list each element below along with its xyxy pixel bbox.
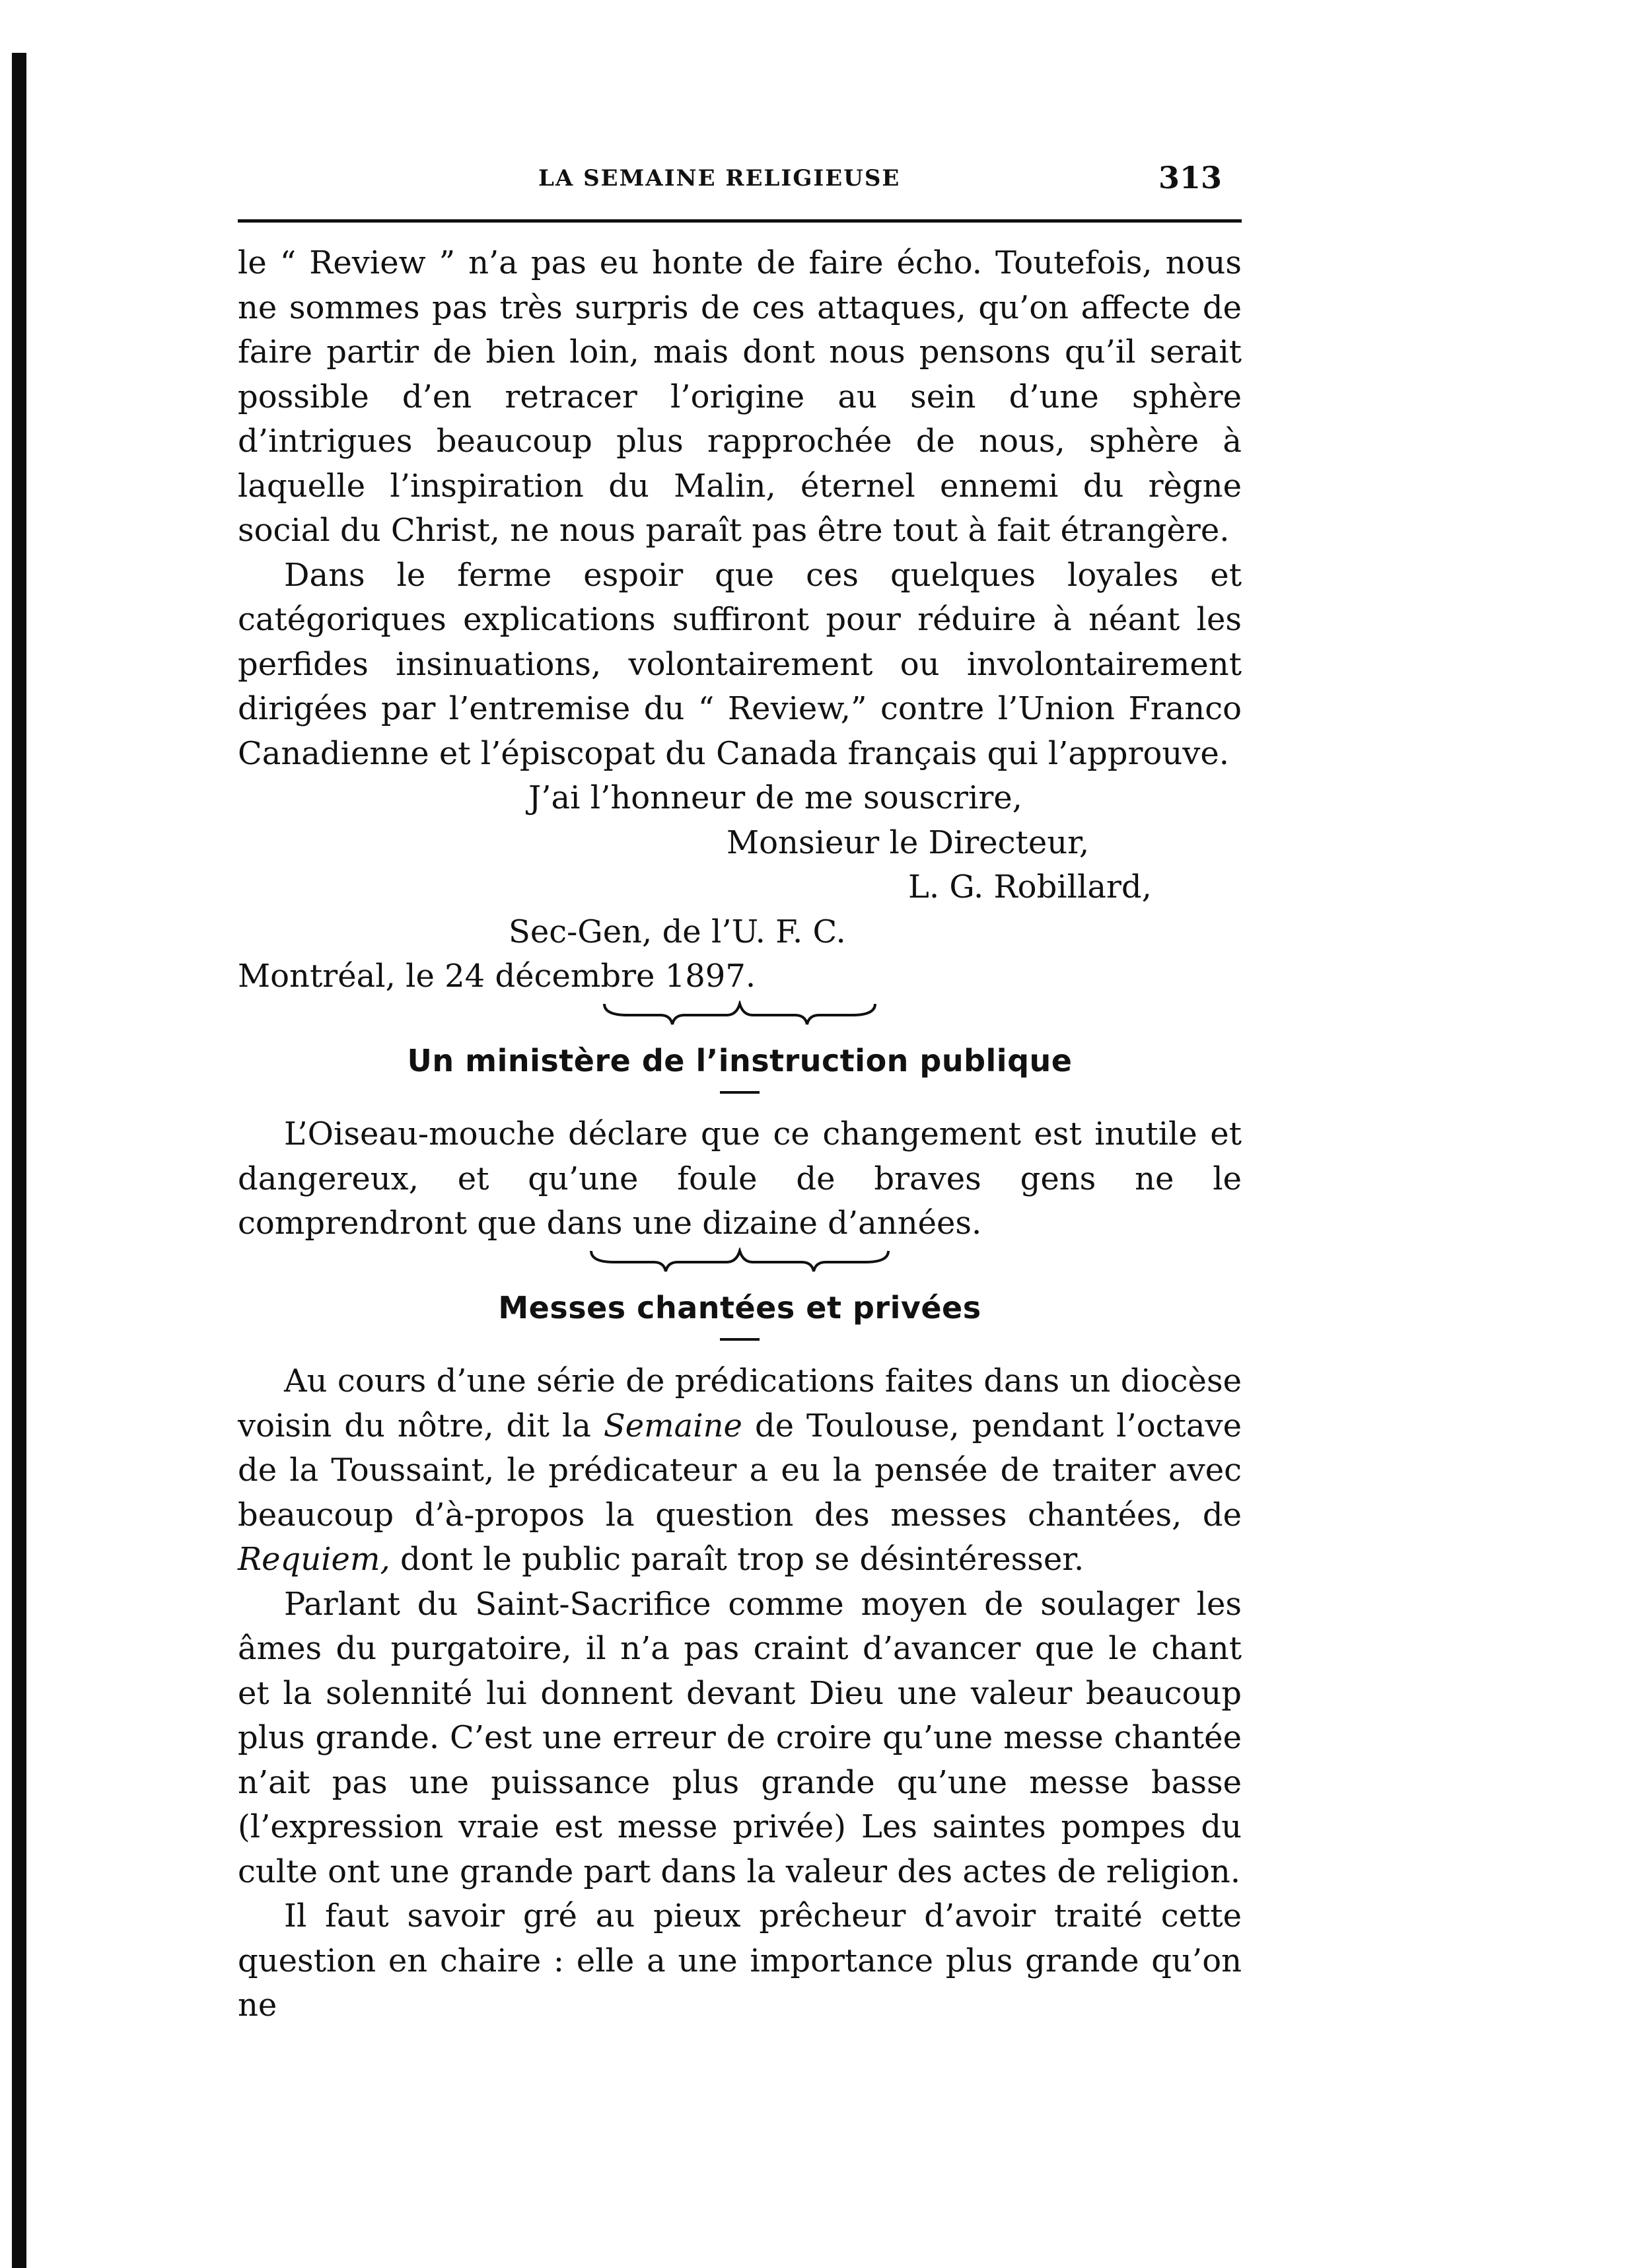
source-title: Semaine — [603, 1407, 742, 1444]
section-heading-instruction: Un ministère de l’instruction publique — [407, 1042, 1073, 1079]
header-rule — [238, 219, 1242, 223]
letter-paragraph-2: Dans le ferme espoir que ces quelques loyales et catégoriques explications suffiront pour réduire à néant les perfides insinuations, volontairement ou involontairement dirigées par l’entremise du “ Review,” contre l’Union Franco Canadienne et l’épiscopat du Canada français qui l’approuve. — [238, 556, 1242, 772]
instruction-paragraph: L’Oiseau-mouche déclare que ce changement est inutile et dangereux, et qu’une foule de braves gens ne le comprendront que dans une dizaine d’années. — [238, 1116, 1242, 1242]
page-binding-edge — [12, 53, 26, 2268]
messes-paragraph-1 — [238, 1359, 1242, 1582]
messes-paragraph-1-end: dont le public paraît trop se désintéresser. — [400, 1541, 1084, 1578]
letter-signature: L. G. Robillard, — [908, 868, 1152, 905]
letter-signature-title: Sec-Gen, de l’U. F. C. — [509, 913, 846, 950]
book-page — [238, 145, 1242, 2024]
messes-paragraph-2: Parlant du Saint-Sacrifice comme moyen de soulager les âmes du purgatoire, il n’a pas craint d’avancer que le chant et la solennité lui donnent devant Dieu une valeur beaucoup plus grande. C’est une erreur de croire qu’une messe chantée n’ait pas une puissance plus grande qu’une messe basse (l’expression vraie est messe privée) Les saintes pompes du culte ont une grande part dans la valeur des actes de religion. — [238, 1585, 1242, 1890]
letter-closing: J’ai l’honneur de me souscrire, — [528, 779, 1022, 816]
requiem-term: Requiem, — [238, 1541, 390, 1578]
section-rule — [720, 1091, 760, 1094]
body-text — [238, 241, 1242, 2028]
messes-paragraph-1-start: Au cours d’une série de prédications faites dans un diocèse voisin du nôtre, dit la — [238, 1363, 1242, 1444]
section-rule — [720, 1338, 760, 1341]
letter-paragraph-1: le “ Review ” n’a pas eu honte de faire écho. Toutefois, nous ne sommes pas très surpris de ces attaques, qu’on affecte de faire partir de bien loin, mais dont nous pensons qu’il serait possible d’en retracer l’origine au sein d’une sphère d’intrigues beaucoup plus rapprochée de nous, sphère à laquelle l’inspiration du Malin, éternel ennemi du règne social du Christ, ne nous paraît pas être tout à fait étrangère. — [238, 244, 1242, 549]
messes-paragraph-3: Il faut savoir gré au pieux prêcheur d’avoir traité cette question en chaire : elle a une importance plus grande qu’on ne — [238, 1897, 1242, 2024]
section-heading-messes: Messes chantées et privées — [498, 1289, 981, 1326]
letter-place-date: Montréal, le 24 décembre 1897. — [238, 958, 756, 995]
page-number: 313 — [1158, 160, 1222, 195]
running-title: LA SEMAINE RELIGIEUSE — [538, 165, 901, 192]
ornamental-brace — [588, 1248, 892, 1274]
running-head — [238, 145, 1242, 198]
messes-paragraph-1-middle: de Toulouse, pendant l’octave de la Toussaint, le prédicateur a eu la pensée de traiter avec beaucoup d’à-propos la question des messes chantées, de — [238, 1407, 1242, 1534]
ornamental-brace — [601, 1001, 878, 1027]
letter-salutation: Monsieur le Directeur, — [727, 824, 1090, 861]
